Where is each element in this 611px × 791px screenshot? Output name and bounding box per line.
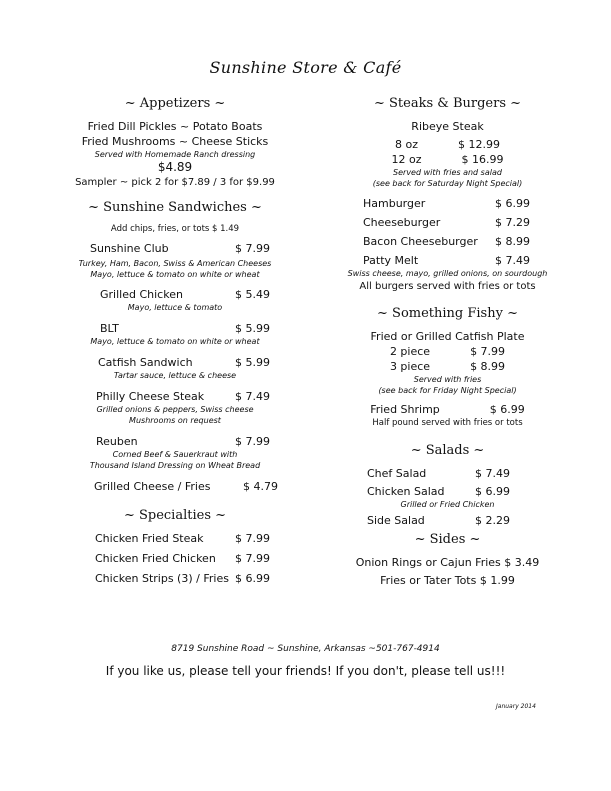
salad-item: [367, 484, 510, 499]
sandwiches-heading: ~ Sunshine Sandwiches ~: [88, 200, 262, 215]
item-price: $ 6.99: [489, 403, 525, 416]
left-column: [60, 92, 290, 586]
item-note: Mayo, lettuce & tomato on white or wheat: [90, 337, 260, 346]
size: 8 oz: [395, 138, 418, 151]
appetizer-note: Served with Homemade Ranch dressing: [94, 150, 256, 159]
item-price: $ 6.99: [235, 572, 270, 585]
item-note: Thousand Island Dressing on Wheat Bread: [89, 461, 261, 470]
catfish-note: Served with fries: [413, 375, 482, 384]
item-name: Patty Melt: [363, 254, 419, 267]
item-name: Fried Shrimp: [370, 403, 440, 416]
item-note: Mayo, lettuce & tomato: [127, 303, 223, 312]
salad-note: Grilled or Fried Chicken: [400, 500, 495, 509]
burger-note: All burgers served with fries or tots: [359, 281, 536, 292]
burger-item: [363, 253, 530, 268]
item-price: $ 6.99: [495, 197, 530, 210]
price: $ 16.99: [461, 153, 504, 166]
burger-item: [363, 215, 530, 230]
item-note: Tartar sauce, lettuce & cheese: [113, 371, 237, 380]
item-name: Cheeseburger: [363, 216, 441, 229]
item-name: Catfish Sandwich: [98, 356, 193, 369]
sides-line-2: Fries or Tater Tots $ 1.99: [380, 574, 515, 587]
sides-section: [325, 532, 570, 588]
burger-item: [363, 196, 530, 211]
footer-address: 8719 Sunshine Road ~ Sunshine, Arkansas ~501-767-4914: [171, 644, 440, 654]
sandwich-item: [98, 355, 270, 370]
sandwich-item: [96, 389, 270, 404]
item-price: $ 8.99: [495, 235, 530, 248]
item-note: Grilled onions & peppers, Swiss cheese: [96, 405, 254, 414]
item-name: Philly Cheese Steak: [96, 390, 205, 403]
specialties-list: [95, 531, 270, 586]
sandwich-item: [96, 434, 270, 449]
item-name: Chicken Salad: [367, 485, 445, 498]
sandwiches-section: [60, 200, 290, 494]
item-name: Chef Salad: [367, 467, 427, 480]
steak-note: Served with fries and salad: [393, 168, 502, 177]
right-column: [325, 92, 570, 588]
salad-list: [367, 466, 510, 499]
item-price: $ 7.99: [235, 242, 270, 255]
item-note: Turkey, Ham, Bacon, Swiss & American Cheeses: [78, 259, 272, 268]
item-price: $ 7.99: [235, 532, 270, 545]
item-price: $ 6.99: [475, 485, 510, 498]
item-note: Mayo, lettuce & tomato on white or wheat: [90, 270, 260, 279]
item-name: Chicken Strips (3) / Fries: [95, 572, 229, 585]
catfish-piece-row: [325, 344, 570, 359]
item-name: Bacon Cheeseburger: [363, 235, 478, 248]
footer-tagline: If you like us, please tell your friends! If you don't, please tell us!!!: [105, 664, 506, 678]
item-note: Mushrooms on request: [129, 416, 221, 425]
item-name: Grilled Cheese / Fries: [94, 480, 211, 493]
footer-date: January 2014: [496, 703, 536, 710]
sandwich-item: [100, 287, 270, 302]
appetizer-line-2: Fried Mushrooms ~ Cheese Sticks: [81, 135, 269, 148]
item-price: $ 7.99: [235, 552, 270, 565]
item-price: $ 7.99: [235, 435, 270, 448]
steak-special-note: (see back for Saturday Night Special): [372, 179, 523, 188]
appetizer-price: $4.89: [157, 160, 193, 174]
steaks-section: [325, 96, 570, 294]
item-price: $ 7.49: [475, 467, 510, 480]
item-price: $ 5.49: [235, 288, 270, 301]
fishy-heading: ~ Something Fishy ~: [377, 306, 518, 321]
item-note: Corned Beef & Sauerkraut with: [112, 450, 238, 459]
steaks-heading: ~ Steaks & Burgers ~: [373, 96, 522, 111]
sides-line-1: Onion Rings or Cajun Fries $ 3.49: [355, 556, 540, 569]
item-price: $ 7.49: [235, 390, 270, 403]
item-price: $ 5.99: [235, 322, 270, 335]
fishy-section: [325, 306, 570, 429]
appetizers-section: [60, 96, 290, 190]
salad-item: [367, 466, 510, 481]
specialty-item: [95, 571, 270, 586]
salad-list-2: [367, 513, 510, 528]
catfish-special-note: (see back for Friday Night Special): [378, 386, 517, 395]
sandwich-addon: Add chips, fries, or tots $ 1.49: [110, 224, 240, 234]
sandwich-item: [100, 321, 270, 336]
size: 2 piece: [389, 345, 431, 358]
item-price: $ 7.29: [495, 216, 530, 229]
size: 3 piece: [389, 360, 431, 373]
item-price: $ 4.79: [243, 480, 278, 493]
salad-item: [367, 513, 510, 528]
price: $ 12.99: [458, 138, 500, 151]
item-name: Hamburger: [363, 197, 426, 210]
specialties-heading: ~ Specialties ~: [123, 508, 227, 523]
specialties-section: [60, 508, 290, 586]
specialty-item: [95, 531, 270, 546]
burger-list: [363, 196, 530, 268]
sandwich-item: [94, 479, 278, 494]
price: $ 7.99: [470, 345, 506, 358]
item-name: Grilled Chicken: [100, 288, 183, 301]
salads-section: [325, 443, 570, 528]
patty-melt-note: Swiss cheese, mayo, grilled onions, on sourdough: [347, 269, 548, 278]
item-name: Chicken Fried Chicken: [95, 552, 216, 565]
item-name: Sunshine Club: [90, 242, 169, 255]
menu-title: Sunshine Store & Café: [209, 58, 402, 77]
price: $ 8.99: [470, 360, 506, 373]
item-price: $ 7.49: [495, 254, 530, 267]
appetizers-heading: ~ Appetizers ~: [124, 96, 226, 111]
salads-heading: ~ Salads ~: [410, 443, 485, 458]
ribeye-size-row: [325, 137, 570, 152]
shrimp-note: Half pound served with fries or tots: [372, 418, 523, 428]
item-price: $ 5.99: [235, 356, 270, 369]
item-name: Chicken Fried Steak: [95, 532, 204, 545]
item-name: Reuben: [96, 435, 138, 448]
ribeye-label: Ribeye Steak: [411, 120, 484, 133]
item-name: Side Salad: [367, 514, 425, 527]
shrimp-row: [325, 402, 570, 417]
catfish-plate-label: Fried or Grilled Catfish Plate: [370, 330, 525, 343]
appetizer-sampler: Sampler ~ pick 2 for $7.89 / 3 for $9.99: [75, 177, 275, 188]
catfish-piece-row: [325, 359, 570, 374]
item-price: $ 2.29: [475, 514, 510, 527]
item-name: BLT: [100, 322, 119, 335]
size: 12 oz: [391, 153, 422, 166]
burger-item: [363, 234, 530, 249]
appetizer-line-1: Fried Dill Pickles ~ Potato Boats: [87, 120, 263, 133]
sides-heading: ~ Sides ~: [414, 532, 481, 547]
ribeye-size-row: [325, 152, 570, 167]
sandwich-item: [90, 241, 270, 256]
specialty-item: [95, 551, 270, 566]
